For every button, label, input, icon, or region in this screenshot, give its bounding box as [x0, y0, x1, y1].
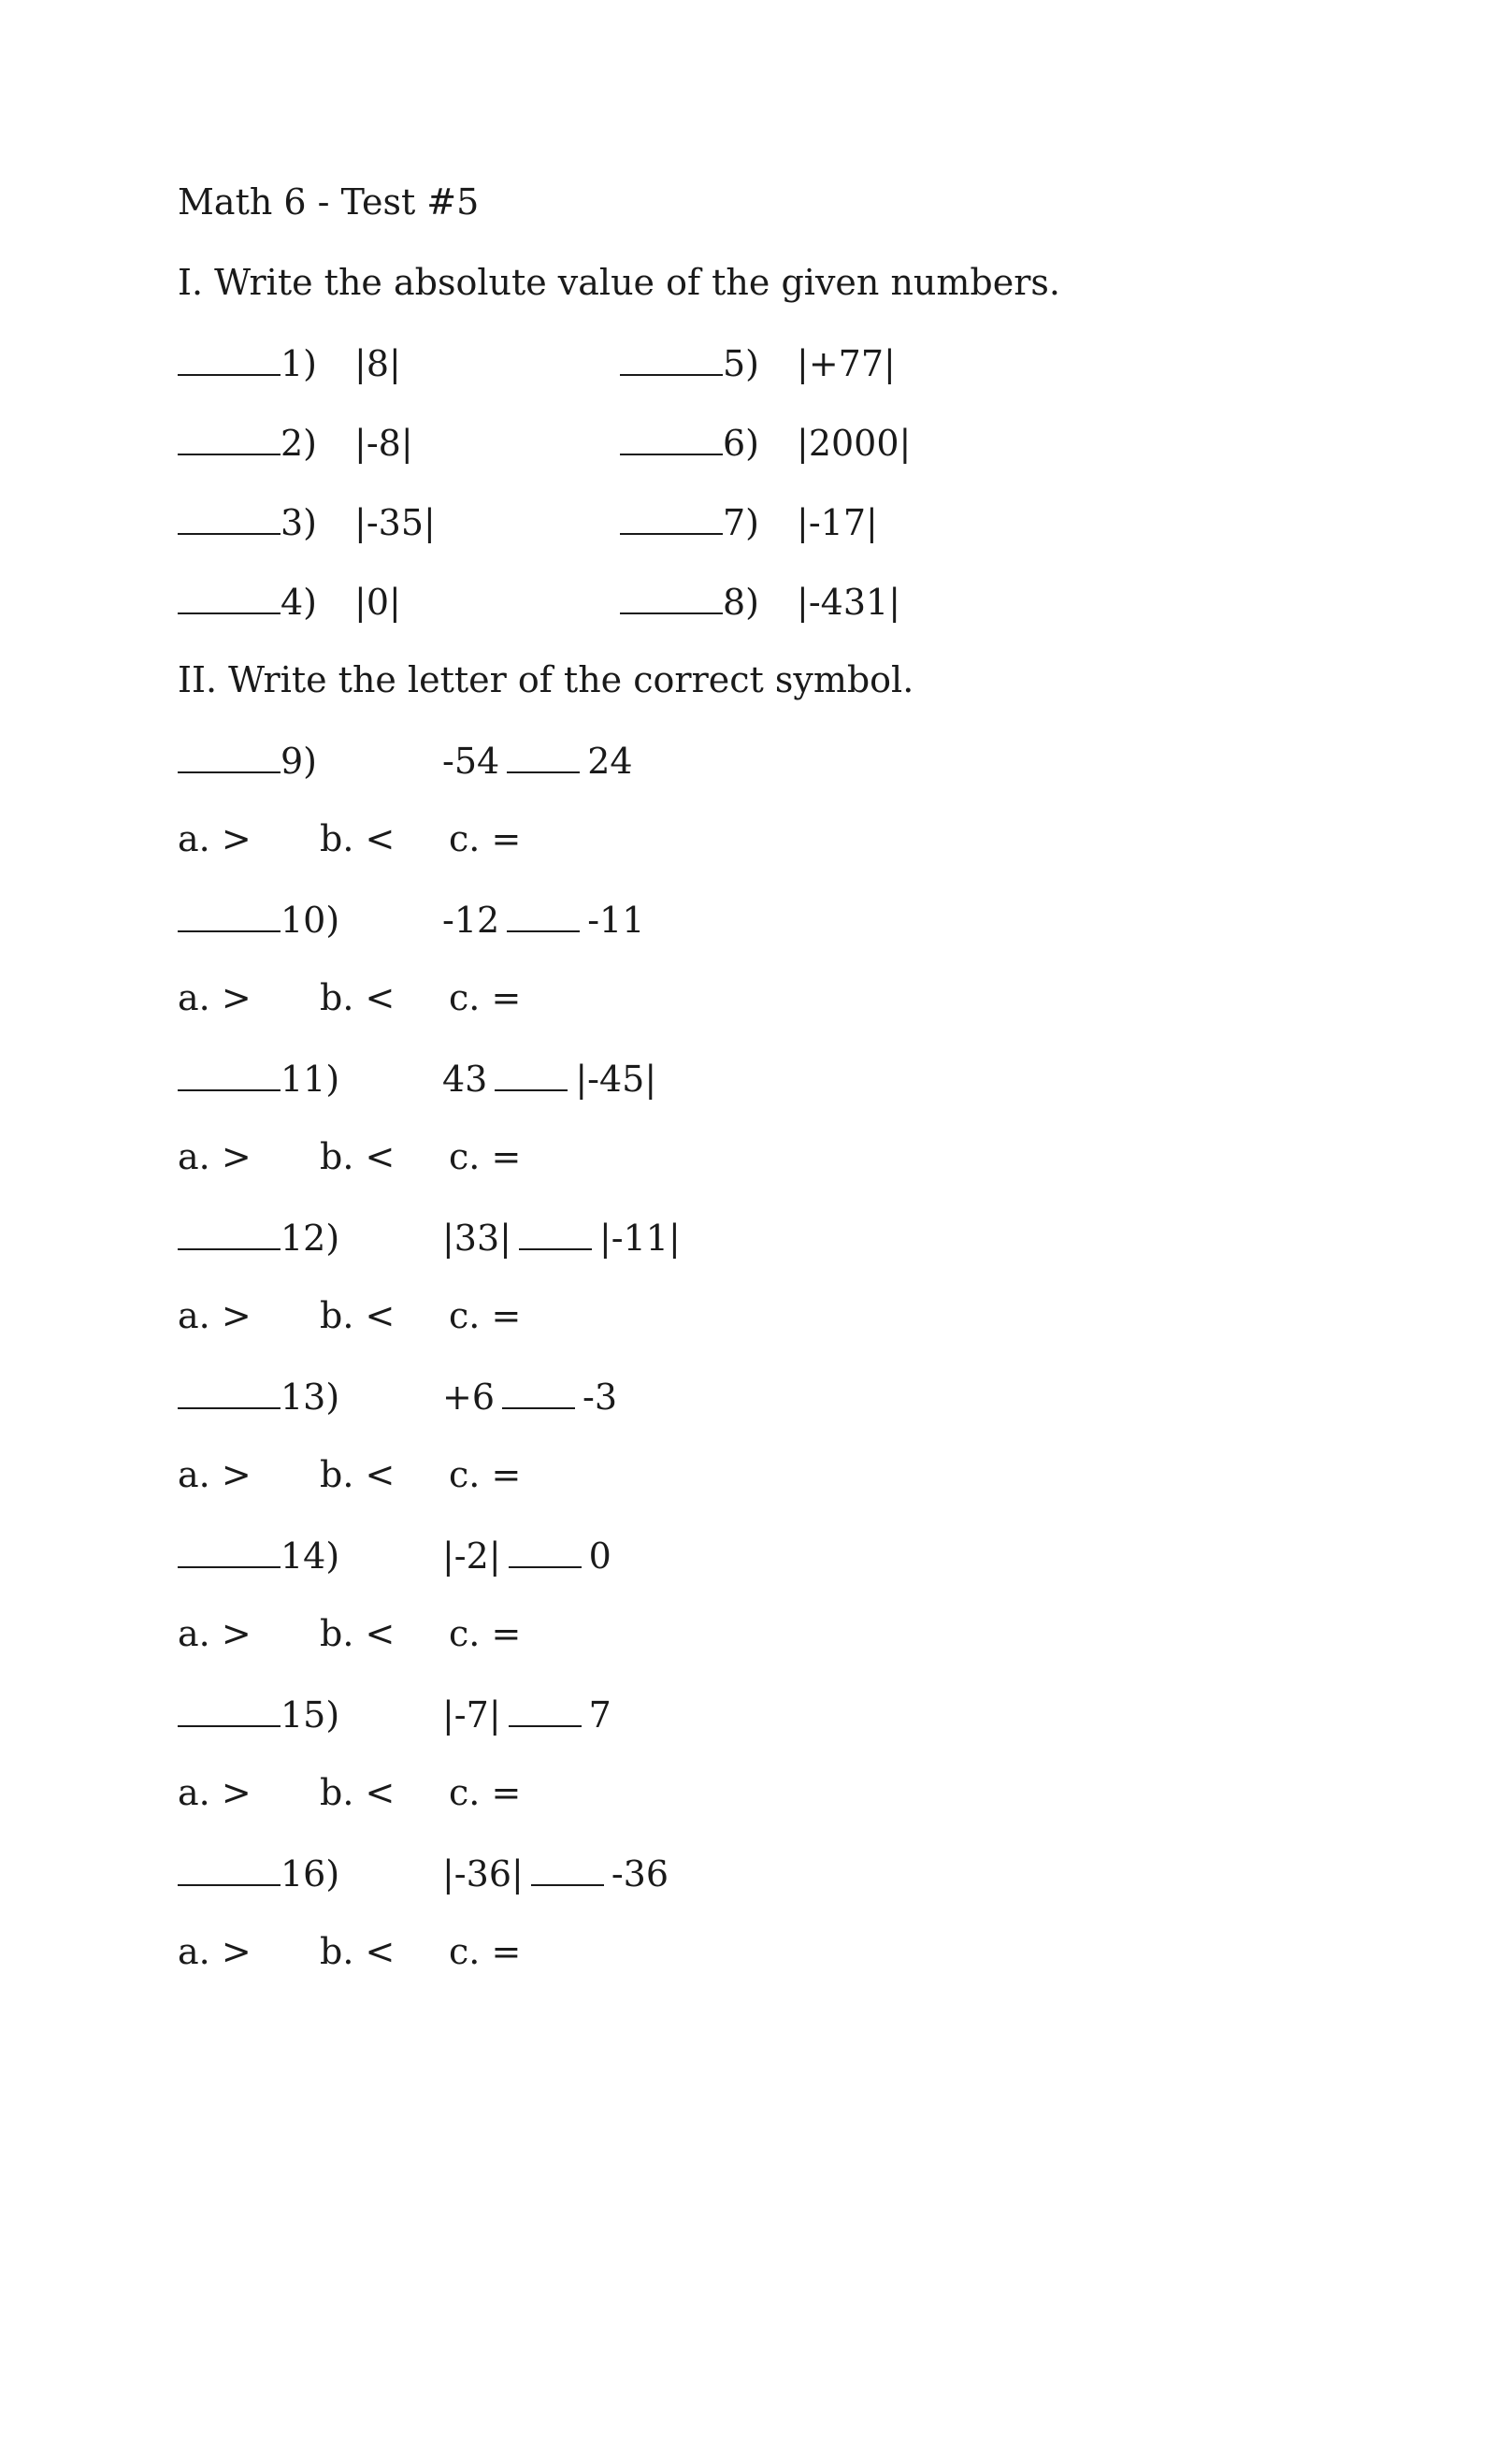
- choice-c[interactable]: c. =: [449, 1613, 522, 1654]
- answer-blank[interactable]: [178, 1218, 280, 1250]
- choice-row: [178, 818, 739, 859]
- right-operand: 0: [588, 1535, 611, 1577]
- question-number: 6): [723, 423, 760, 464]
- symbol-blank[interactable]: [519, 1218, 592, 1250]
- left-operand: |33|: [442, 1218, 511, 1259]
- right-operand: |-11|: [598, 1218, 681, 1259]
- answer-blank[interactable]: [620, 503, 723, 535]
- question-expression: |2000|: [797, 423, 912, 464]
- compare-question: [178, 1059, 1113, 1100]
- compare-question: [178, 900, 1113, 941]
- right-operand: |-45|: [575, 1059, 657, 1100]
- choice-b[interactable]: b. <: [320, 977, 396, 1018]
- choice-c[interactable]: c. =: [449, 1454, 522, 1495]
- question-expression: |-17|: [797, 502, 878, 543]
- answer-blank[interactable]: [178, 901, 280, 932]
- compare-question: [178, 741, 1113, 782]
- choice-row: [178, 1772, 739, 1813]
- question-number: 12): [280, 1218, 340, 1259]
- abs-row: [178, 344, 1300, 382]
- section-2-heading: II. Write the letter of the correct symbol.: [178, 659, 914, 700]
- question-number: 2): [280, 423, 318, 464]
- answer-blank[interactable]: [178, 583, 280, 614]
- right-operand: 7: [588, 1694, 611, 1736]
- left-operand: 43: [442, 1059, 488, 1100]
- right-operand: -36: [611, 1853, 669, 1895]
- question-expression: |+77|: [797, 343, 896, 384]
- question-number: 10): [280, 900, 340, 941]
- choice-c[interactable]: c. =: [449, 818, 522, 859]
- symbol-blank[interactable]: [502, 1377, 575, 1409]
- compare-question: [178, 1694, 1113, 1736]
- choice-a[interactable]: a. >: [178, 1136, 252, 1177]
- answer-blank[interactable]: [620, 424, 723, 455]
- choice-c[interactable]: c. =: [449, 1136, 522, 1177]
- answer-blank[interactable]: [178, 1059, 280, 1091]
- answer-blank[interactable]: [178, 1536, 280, 1568]
- choice-row: [178, 1613, 739, 1654]
- question-number: 15): [280, 1694, 340, 1736]
- answer-blank[interactable]: [178, 344, 280, 376]
- right-operand: 24: [587, 741, 633, 782]
- choice-b[interactable]: b. <: [320, 1136, 396, 1177]
- right-operand: -11: [587, 900, 645, 941]
- choice-a[interactable]: a. >: [178, 1295, 252, 1336]
- question-expression: |0|: [354, 582, 401, 623]
- question-expression: |-431|: [797, 582, 900, 623]
- question-expression: |-35|: [354, 502, 436, 543]
- question-number: 14): [280, 1535, 340, 1577]
- choice-a[interactable]: a. >: [178, 977, 252, 1018]
- choice-c[interactable]: c. =: [449, 1772, 522, 1813]
- choice-a[interactable]: a. >: [178, 818, 252, 859]
- answer-blank[interactable]: [178, 1854, 280, 1886]
- choice-b[interactable]: b. <: [320, 818, 396, 859]
- answer-blank[interactable]: [178, 424, 280, 455]
- abs-row: [178, 582, 1300, 623]
- left-operand: |-7|: [442, 1694, 501, 1736]
- choice-b[interactable]: b. <: [320, 1772, 396, 1813]
- question-number: 13): [280, 1376, 340, 1418]
- symbol-blank[interactable]: [507, 742, 580, 773]
- answer-blank[interactable]: [620, 344, 723, 376]
- choice-row: [178, 1295, 739, 1336]
- answer-blank[interactable]: [620, 583, 723, 614]
- choice-c[interactable]: c. =: [449, 1931, 522, 1972]
- left-operand: -54: [442, 741, 500, 782]
- compare-question: [178, 1853, 1113, 1895]
- left-operand: +6: [442, 1376, 496, 1418]
- compare-question: [178, 1535, 1113, 1577]
- choice-a[interactable]: a. >: [178, 1772, 252, 1813]
- abs-row: [178, 502, 1300, 543]
- abs-row: [178, 423, 1300, 464]
- question-number: 3): [280, 502, 318, 543]
- question-expression: |8|: [354, 343, 401, 384]
- choice-row: [178, 977, 739, 1018]
- choice-b[interactable]: b. <: [320, 1295, 396, 1336]
- question-number: 4): [280, 582, 318, 623]
- section-1-heading: I. Write the absolute value of the given numbers.: [178, 262, 1060, 303]
- compare-question: [178, 1376, 1113, 1418]
- choice-row: [178, 1136, 739, 1177]
- symbol-blank[interactable]: [509, 1536, 582, 1568]
- question-number: 11): [280, 1059, 340, 1100]
- symbol-blank[interactable]: [531, 1854, 604, 1886]
- choice-b[interactable]: b. <: [320, 1931, 396, 1972]
- question-number: 9): [280, 741, 318, 782]
- compare-question: [178, 1218, 1113, 1259]
- left-operand: |-2|: [442, 1535, 501, 1577]
- answer-blank[interactable]: [178, 503, 280, 535]
- symbol-blank[interactable]: [509, 1695, 582, 1727]
- left-operand: -12: [442, 900, 500, 941]
- choice-b[interactable]: b. <: [320, 1454, 396, 1495]
- answer-blank[interactable]: [178, 1377, 280, 1409]
- choice-a[interactable]: a. >: [178, 1454, 252, 1495]
- test-title: Math 6 - Test #5: [178, 181, 480, 223]
- choice-b[interactable]: b. <: [320, 1613, 396, 1654]
- choice-row: [178, 1931, 739, 1972]
- question-number: 8): [723, 582, 760, 623]
- answer-blank[interactable]: [178, 1695, 280, 1727]
- answer-blank[interactable]: [178, 742, 280, 773]
- question-number: 7): [723, 502, 760, 543]
- choice-c[interactable]: c. =: [449, 1295, 522, 1336]
- question-number: 16): [280, 1853, 340, 1895]
- right-operand: -3: [583, 1376, 618, 1418]
- question-number: 5): [723, 343, 760, 384]
- choice-c[interactable]: c. =: [449, 977, 522, 1018]
- question-number: 1): [280, 343, 318, 384]
- question-expression: |-8|: [354, 423, 413, 464]
- choice-a[interactable]: a. >: [178, 1931, 252, 1972]
- symbol-blank[interactable]: [495, 1059, 568, 1091]
- left-operand: |-36|: [442, 1853, 524, 1895]
- choice-row: [178, 1454, 739, 1495]
- symbol-blank[interactable]: [507, 901, 580, 932]
- choice-a[interactable]: a. >: [178, 1613, 252, 1654]
